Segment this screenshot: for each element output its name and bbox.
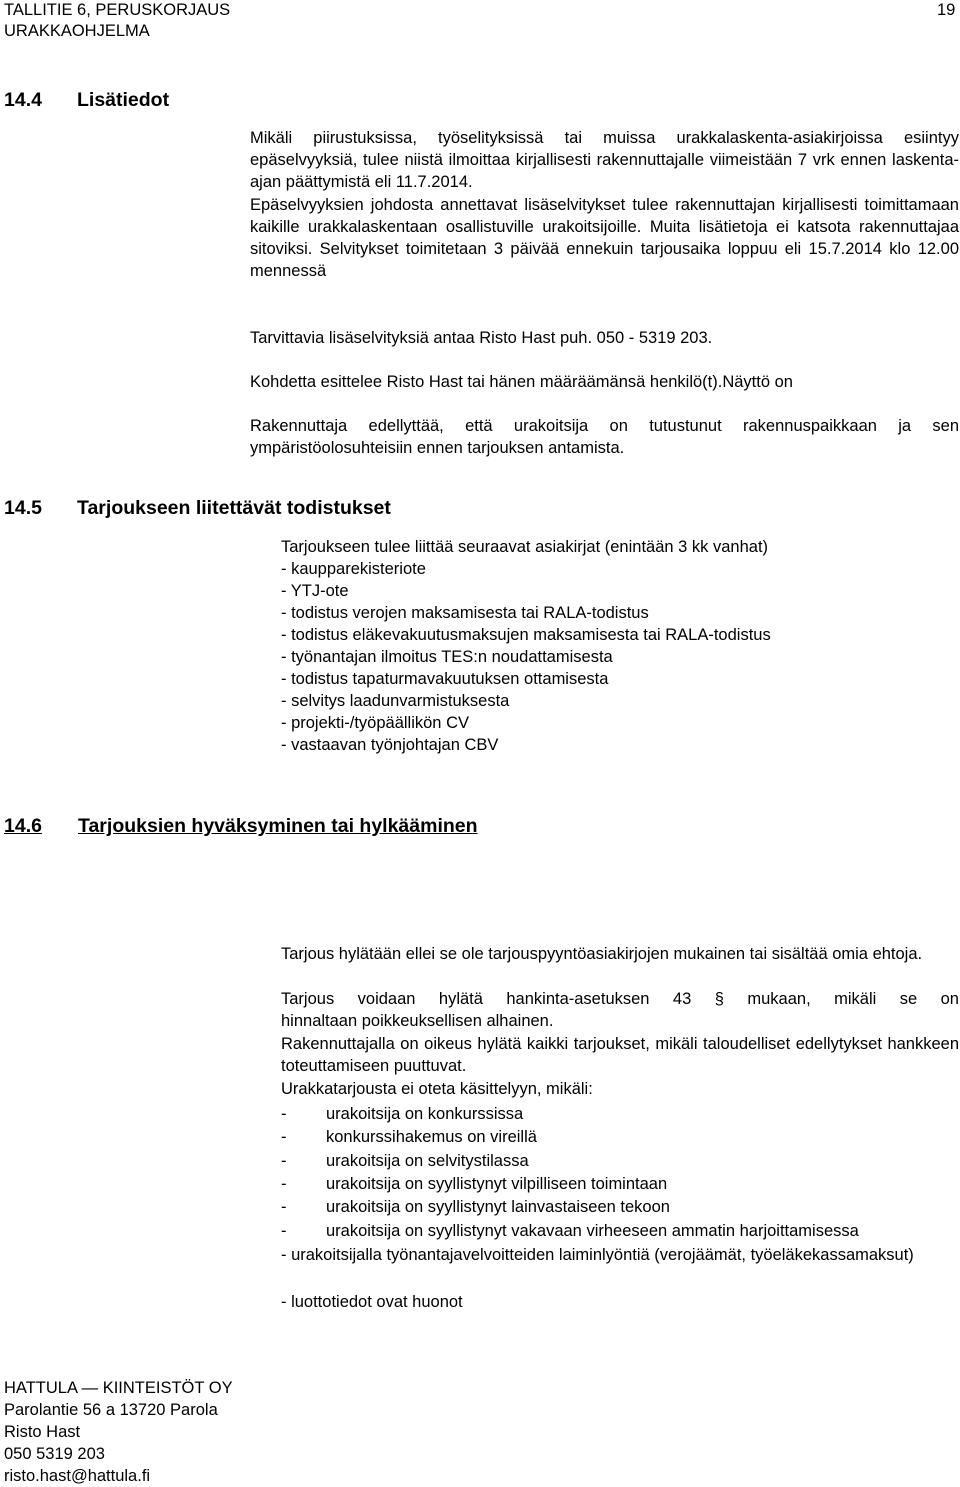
list-item: - todistus eläkevakuutusmaksujen maksamisesta tai RALA-todistus [281, 626, 771, 644]
s146-paragraph-1: Tarjous hylätään ellei se ole tarjouspyyntöasiakirjojen mukainen tai sisältää omia ehtoja. [281, 945, 923, 963]
s145-list [281, 536, 771, 756]
s144-paragraph-3: Tarvittavia lisäselvityksiä antaa Risto Hast puh. 050 - 5319 203. [250, 329, 713, 347]
footer-address: Parolantie 56 a 13720 Parola [4, 1401, 218, 1419]
header-title: TALLITIE 6, PERUSKORJAUS [4, 1, 231, 19]
s146-p2-second-line: hinnaltaan poikkeuksellisen alhainen. [281, 1012, 554, 1030]
s146-p2-start: Tarjous voidaan hylätä hankinta-asetuksen 43 [281, 990, 692, 1008]
s146-paragraph-3: Rakennuttajalla on oikeus hylätä kaikki tarjoukset, mikäli taloudelliset edellytykset hankkeen toteuttamiseen puuttuvat. [281, 1035, 959, 1075]
list-item: - selvitys laadunvarmistuksesta [281, 692, 510, 710]
s146-item-7: - urakoitsijalla työnantajavelvoitteiden laiminlyöntiä (verojäämät, työeläkekassamaksut) [281, 1246, 914, 1264]
s145-intro: Tarjoukseen tulee liittää seuraavat asiakirjat (enintään 3 kk vanhat) [281, 538, 769, 556]
page-number: 19 [937, 1, 956, 19]
footer-phone: 050 5319 203 [4, 1445, 105, 1463]
footer-email[interactable]: risto.hast@hattula.fi [4, 1467, 151, 1485]
list-item: - projekti-/työpäällikön CV [281, 714, 469, 732]
s146-paragraph-2 [281, 988, 959, 1010]
section-symbol: § [714, 990, 724, 1008]
header-subtitle: URAKKAOHJELMA [4, 22, 150, 40]
section-14-4-number: 14.4 [4, 89, 42, 111]
section-14-6-number: 14.6 [4, 815, 42, 837]
s146-p2-end-first: mukaan, mikäli se on [747, 990, 959, 1008]
section-14-6-title: Tarjouksien hyväksyminen tai hylkääminen [78, 815, 478, 837]
s144-paragraph-4: Kohdetta esittelee Risto Hast tai hänen määräämänsä henkilö(t).Näyttö on [250, 373, 793, 391]
s146-paragraph-4: Urakkatarjousta ei oteta käsittelyyn, mikäli: [281, 1080, 593, 1098]
s144-paragraph-2: Epäselvyyksien johdosta annettavat lisäselvitykset tulee rakennuttajan kirjallisesti toimittamaan kaikille urakkalaskentaan osallistuville urakoitsijoille. Muita lisätietoja ei katsota rakennuttajaa sitoviksi. Selvitykset toimitetaan 3 päivää ennekuin tarjousaika loppuu eli 15.7.2014 klo 12.00 mennessä [250, 196, 959, 280]
list-item: - vastaavan työnjohtajan CBV [281, 736, 499, 754]
s144-paragraph-5: Rakennuttaja edellyttää, että urakoitsija on tutustunut rakennuspaikkaan ja sen ympäristöolosuhteisiin ennen tarjouksen antamista. [250, 417, 959, 457]
footer [4, 1377, 233, 1487]
section-14-4-title: Lisätiedot [77, 89, 170, 111]
section-14-5-title: Tarjoukseen liitettävät todistukset [77, 497, 391, 519]
s144-paragraph-1: Mikäli piirustuksissa, työselityksissä tai muissa urakkalaskenta-asiakirjoissa esiintyy epäselvyyksiä, tulee niistä ilmoittaa kirjallisesti rakennuttajalle viimeistään 7 vrk ennen laskenta-ajan päättymistä eli 11.7.2014. [250, 129, 959, 191]
s146-last-item: - luottotiedot ovat huonot [281, 1293, 463, 1311]
list-item: - YTJ-ote [281, 582, 349, 600]
footer-name: Risto Hast [4, 1423, 81, 1441]
footer-company: HATTULA — KIINTEISTÖT OY [4, 1379, 233, 1397]
list-item: - todistus verojen maksamisesta tai RALA-todistus [281, 604, 649, 622]
section-14-5-number: 14.5 [4, 497, 42, 519]
list-item: - kaupparekisteriote [281, 560, 426, 578]
s146-dash-list: - urakoitsija on konkurssissa - konkurssihakemus on vireillä - urakoitsija on selvitystilassa - urakoitsija on syyllistynyt vilpilliseen toimintaan - urakoitsija on syyllistynyt lainvastaiseen tekoon - urakoitsija on syyllistynyt vakavaan virheeseen ammatin harjoittamisessa [281, 1105, 859, 1240]
list-item: - työnantajan ilmoitus TES:n noudattamisesta [281, 648, 613, 666]
list-item: - todistus tapaturmavakuutuksen ottamisesta [281, 670, 609, 688]
